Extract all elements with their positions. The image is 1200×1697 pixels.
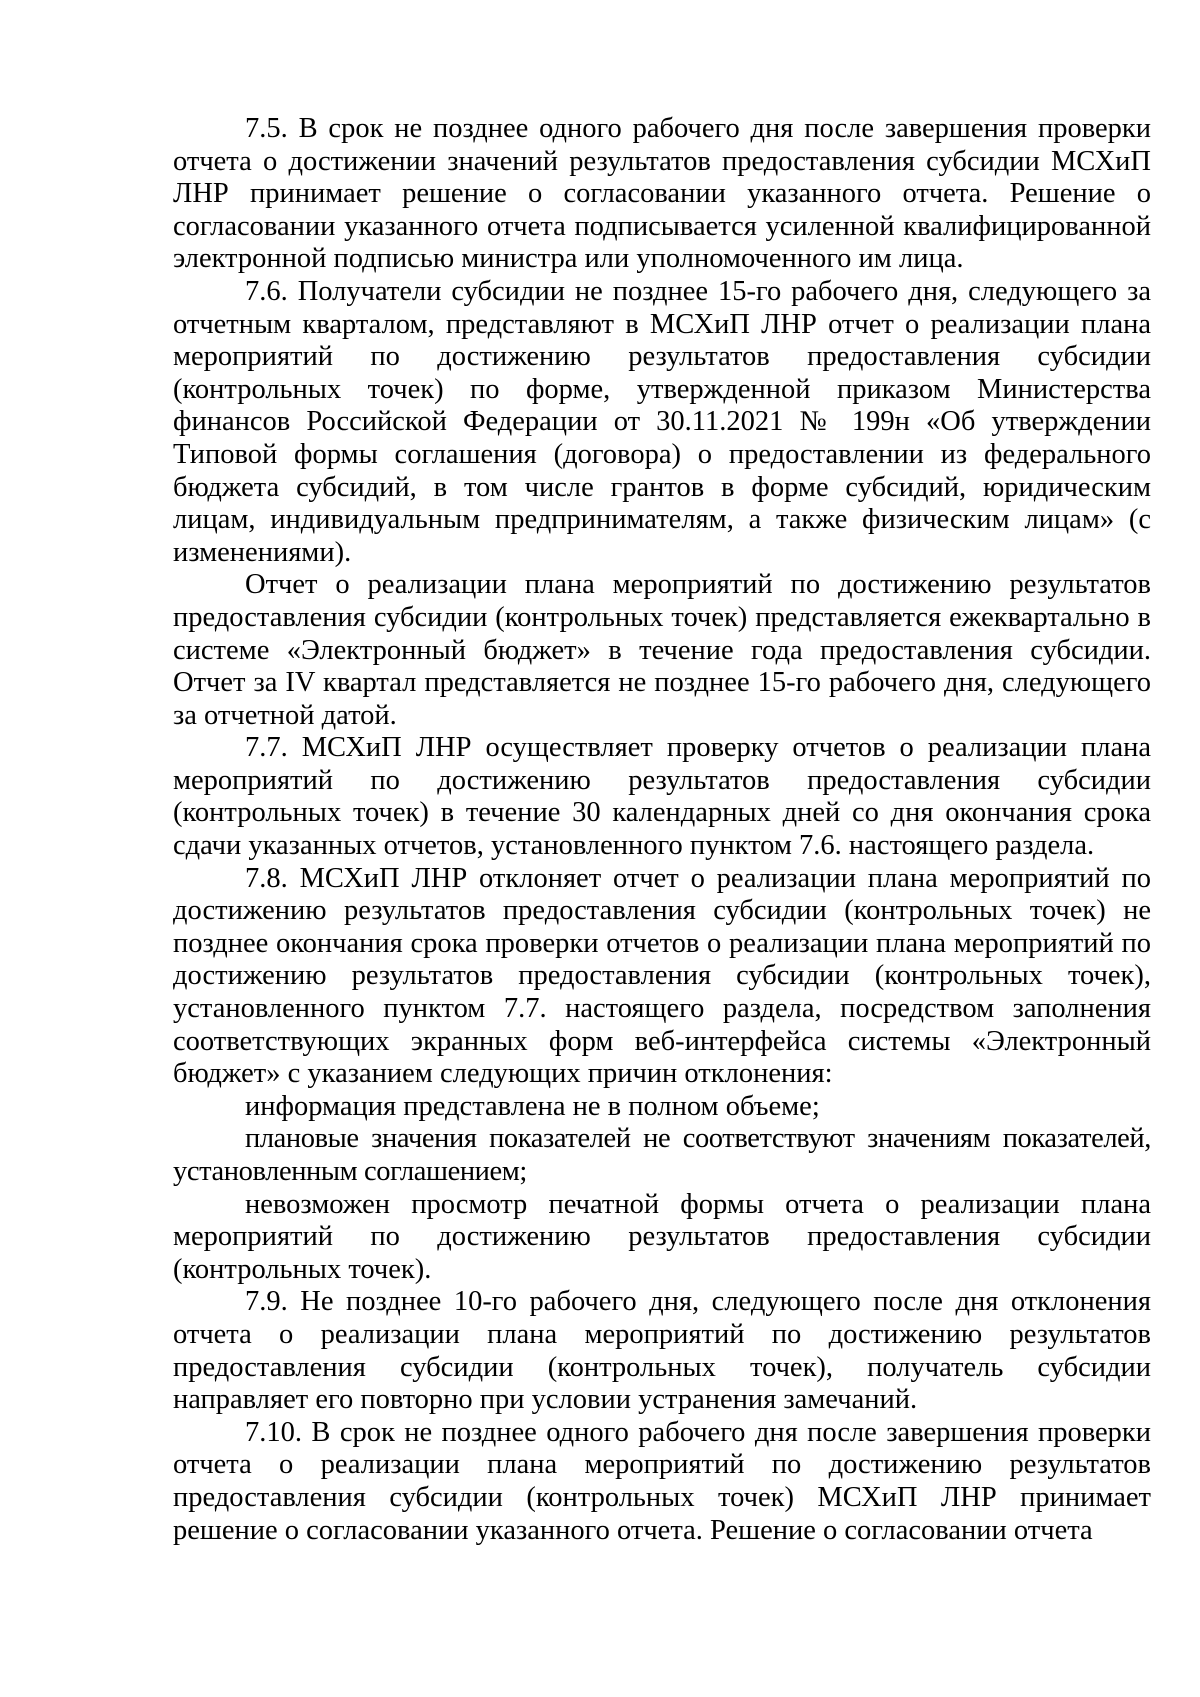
rejection-reason-2: плановые значения показателей не соответствуют значениям показателей, установленным соглашением;: [173, 1123, 1151, 1187]
paragraph-7-7: 7.7. МСХиП ЛНР осуществляет проверку отчетов о реализации плана мероприятий по достижению результатов предоставления субсидии (контрольных точек) в течение 30 календарных дней со дня окончания срока сдачи указанных отчетов, установленного пунктом 7.6. настоящего раздела.: [173, 732, 1151, 862]
paragraph-7-8: 7.8. МСХиП ЛНР отклоняет отчет о реализации плана мероприятий по достижению результатов предоставления субсидии (контрольных точек) не позднее окончания срока проверки отчетов о реализации плана мероприятий по достижению результатов предоставления субсидии (контрольных точек), установленного пунктом 7.7. настоящего раздела, посредством заполнения соответствующих экранных форм веб-интерфейса системы «Электронный бюджет» с указанием следующих причин отклонения:: [173, 862, 1151, 1090]
paragraph-7-10: 7.10. В срок не позднее одного рабочего дня после завершения проверки отчета о реализации плана мероприятий по достижению результатов предоставления субсидии (контрольных точек) МСХиП ЛНР принимает решение о согласовании указанного отчета. Решение о согласовании отчета: [173, 1416, 1151, 1546]
rejection-reason-3: невозможен просмотр печатной формы отчета о реализации плана мероприятий по достижению результатов предоставления субсидии (контрольных точек).: [173, 1188, 1151, 1285]
paragraph-7-6: 7.6. Получатели субсидии не позднее 15-го рабочего дня, следующего за отчетным кварталом, представляют в МСХиП ЛНР отчет о реализации плана мероприятий по достижению результатов предоставления субсидии (контрольных точек) по форме, утвержденной приказом Министерства финансов Российской Федерации от 30.11.2021 № 199н «Об утверждении Типовой формы соглашения (договора) о предоставлении из федерального бюджета субсидий, в том числе грантов в форме субсидий, юридическим лицам, индивидуальным предпринимателям, а также физическим лицам» (с изменениями).: [173, 275, 1151, 568]
rejection-reason-1: информация представлена не в полном объеме;: [245, 1090, 820, 1122]
paragraph-report-submission: Отчет о реализации плана мероприятий по достижению результатов предоставления субсидии (контрольных точек) представляется ежеквартально в системе «Электронный бюджет» в течение года предоставления субсидии. Отчет за IV квартал представляется не позднее 15-го рабочего дня, следующего за отчетной датой.: [173, 569, 1151, 731]
paragraph-7-5: 7.5. В срок не позднее одного рабочего дня после завершения проверки отчета о достижении значений результатов предоставления субсидии МСХиП ЛНР принимает решение о согласовании указанного отчета. Решение о согласовании указанного отчета подписывается усиленной квалифицированной электронной подписью министра или уполномоченного им лица.: [173, 113, 1151, 275]
paragraph-7-9: 7.9. Не позднее 10-го рабочего дня, следующего после дня отклонения отчета о реализации плана мероприятий по достижению результатов предоставления субсидии (контрольных точек), получатель субсидии направляет его повторно при условии устранения замечаний.: [173, 1286, 1151, 1416]
document-body: [173, 113, 1151, 1547]
